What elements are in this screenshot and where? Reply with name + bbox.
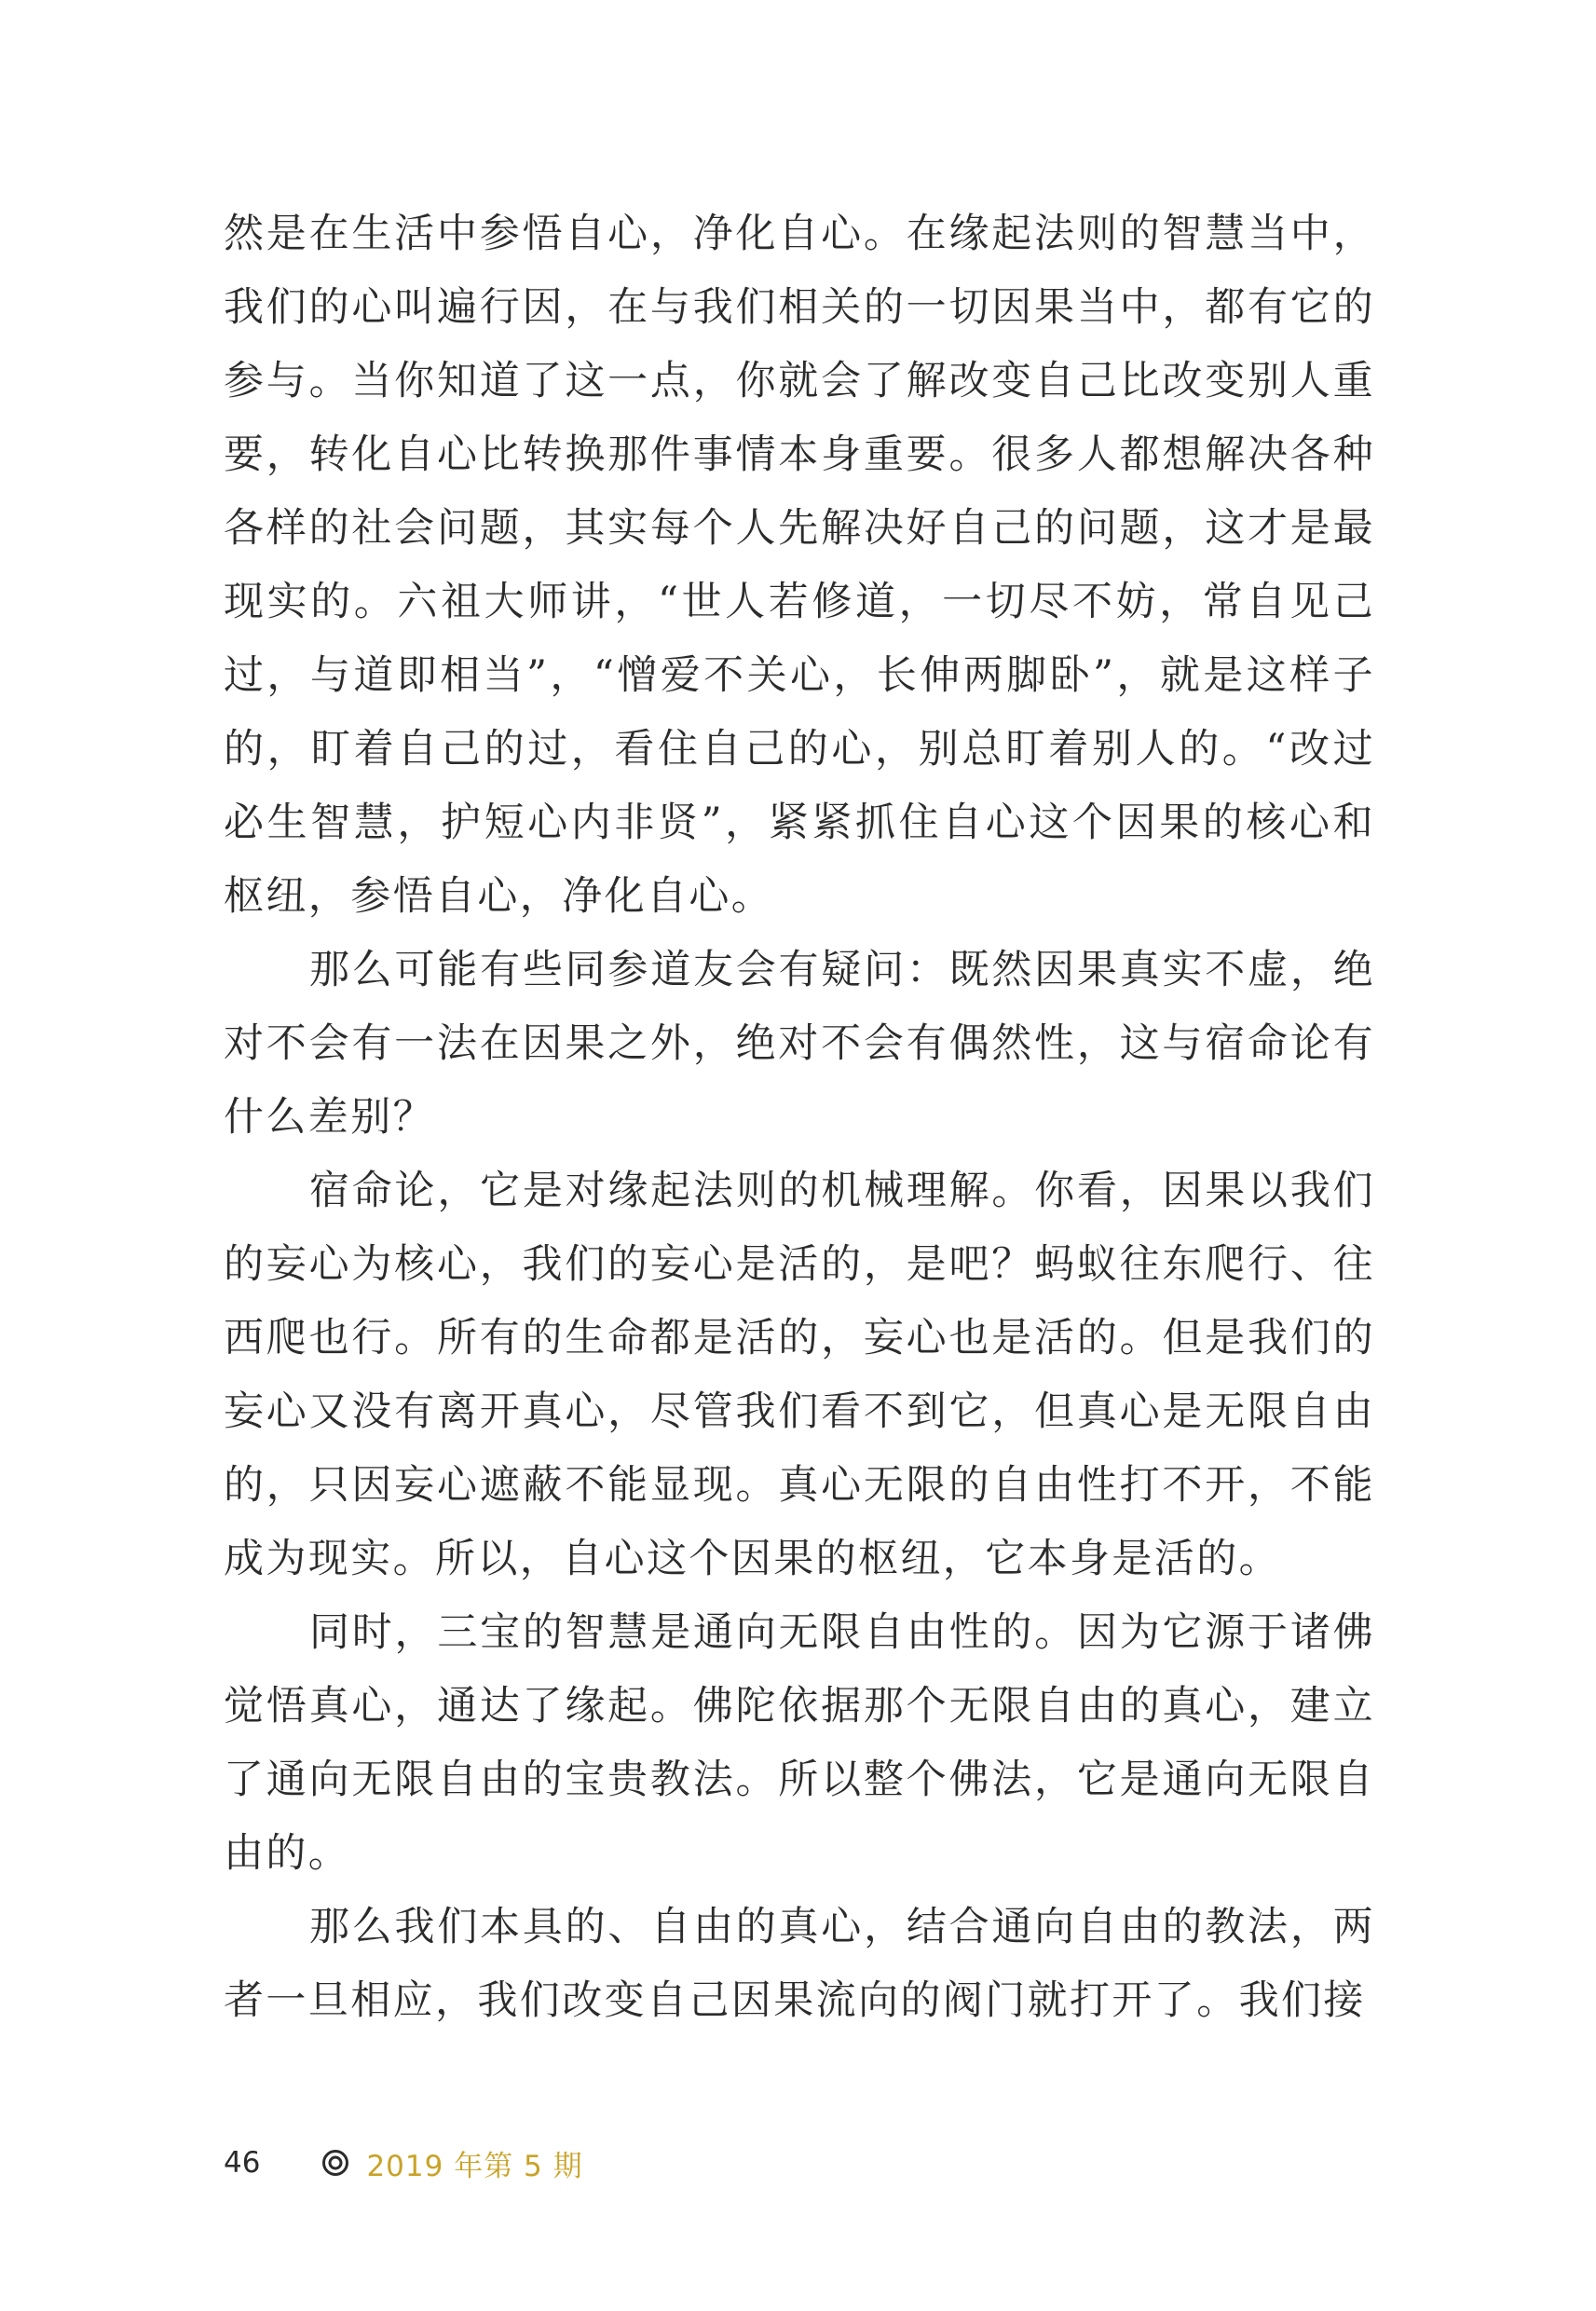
paragraph: 那么我们本具的、自由的真心，结合通向自由的教法，两者一旦相应，我们改变自己因果流向的阀门就打开了。我们接: [224, 1904, 1375, 2024]
paragraph: 那么可能有些同参道友会有疑问：既然因果真实不虚，绝对不会有一法在因果之外，绝对不会有偶然性，这与宿命论有什么差别？: [224, 947, 1375, 1141]
paragraph: 同时，三宝的智慧是通向无限自由性的。因为它源于诸佛觉悟真心，通达了缘起。佛陀依据那个无限自由的真心，建立了通向无限自由的宝贵教法。所以整个佛法，它是通向无限自由的。: [224, 1609, 1375, 1877]
double-circle-icon: [321, 2149, 349, 2177]
article-body: [224, 198, 1375, 2038]
page-number: 46: [224, 2146, 261, 2180]
page-footer: [224, 2140, 583, 2186]
paragraph-continued: 然是在生活中参悟自心，净化自心。在缘起法则的智慧当中，我们的心叫遍行因，在与我们相关的一切因果当中，都有它的参与。当你知道了这一点，你就会了解改变自己比改变别人重要，转化自心比转换那件事情本身重要。很多人都想解决各种各样的社会问题，其实每个人先解决好自己的问题，这才是最现实的。六祖大师讲，“世人若修道，一切尽不妨，常自见己过，与道即相当”，“憎爱不关心，长伸两脚卧”，就是这样子的，盯着自己的过，看住自己的心，别总盯着别人的。“改过必生智慧，护短心内非贤”，紧紧抓住自心这个因果的核心和枢纽，参悟自心，净化自心。: [224, 211, 1375, 920]
paragraph: 宿命论，它是对缘起法则的机械理解。你看，因果以我们的妄心为核心，我们的妄心是活的，是吧？蚂蚁往东爬行、往西爬也行。所有的生命都是活的，妄心也是活的。但是我们的妄心又没有离开真心，尽管我们看不到它，但真心是无限自由的，只因妄心遮蔽不能显现。真心无限的自由性打不开，不能成为现实。所以，自心这个因果的枢纽，它本身是活的。: [224, 1168, 1375, 1582]
issue-label: 2019 年第 5 期: [366, 2149, 583, 2183]
